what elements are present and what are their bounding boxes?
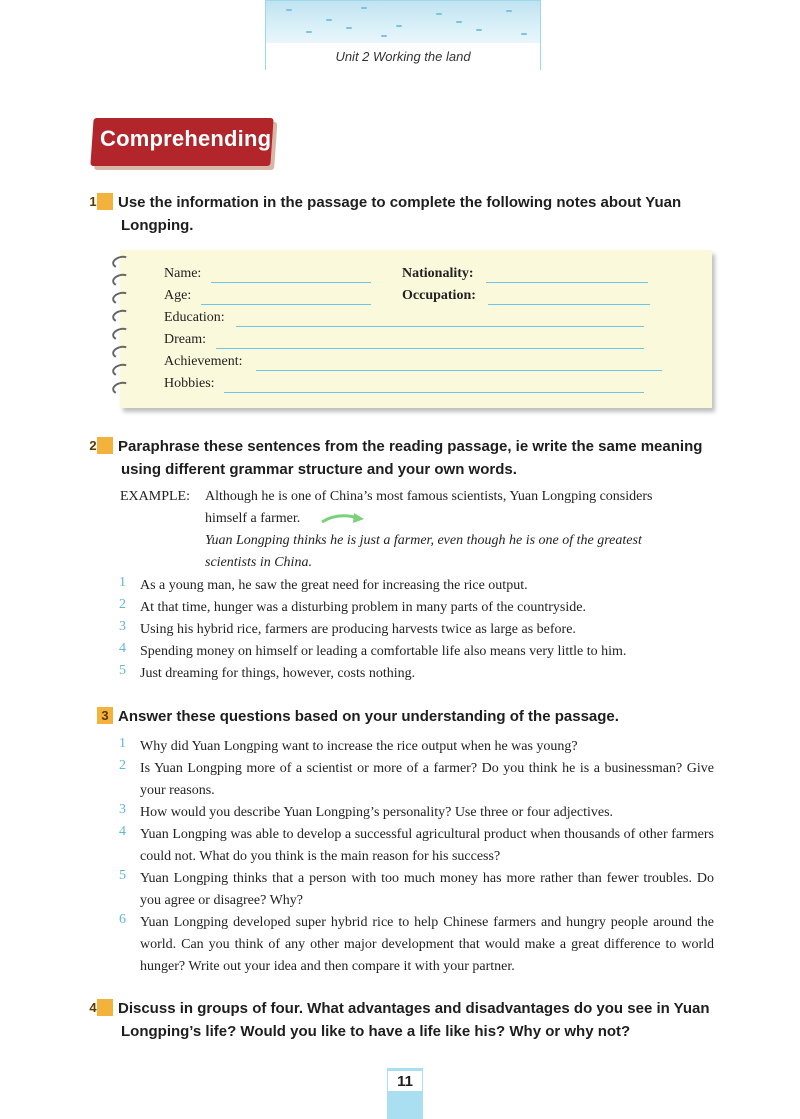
note-label-hobbies: Hobbies:: [164, 376, 215, 391]
list-item: Just dreaming for things, however, costs nothing.: [140, 666, 416, 681]
list-item: Using his hybrid rice, farmers are producing harvests twice as large as before.: [140, 622, 576, 637]
question-3-text: Answer these questions based on your understanding of the passage.: [118, 708, 619, 725]
note-label-achievement: Achievement:: [164, 354, 243, 369]
list-item: Yuan Longping developed super hybrid rice to help Chinese farmers and hungry people around the world. Can you think of any other major development that would make a great difference to world hunger? Write out your idea and then compare it with your partner.: [140, 915, 714, 974]
section-title: Comprehending: [100, 126, 272, 151]
section-banner: [92, 118, 272, 168]
header-sky-image: [266, 1, 540, 43]
page-number-tab: [387, 1068, 423, 1119]
question-2-heading: [89, 435, 741, 481]
item-number: 3: [119, 802, 126, 817]
list-item: Is Yuan Longping more of a scientist or more of a farmer? Do you think he is a businessman? Give your reasons.: [140, 761, 714, 798]
spiral-binding-icon: [112, 256, 132, 400]
answer-line-achievement[interactable]: [256, 370, 662, 371]
question-number-badge: 4: [97, 999, 113, 1016]
list-item: As a young man, he saw the great need for increasing the rice output.: [140, 578, 528, 593]
question-number-badge: 3: [97, 707, 113, 724]
item-number: 5: [119, 663, 126, 678]
question-1-text: Use the information in the passage to complete the following notes about Yuan Longping.: [118, 194, 682, 234]
answer-line-occupation[interactable]: [488, 304, 650, 305]
list-item: Why did Yuan Longping want to increase the rice output when he was young?: [140, 739, 578, 754]
item-number: 4: [119, 824, 126, 839]
question-number-badge: 1: [97, 193, 113, 210]
question-2-text: Paraphrase these sentences from the reading passage, ie write the same meaning using different grammar structure and your own words.: [118, 438, 703, 478]
item-number: 2: [119, 597, 126, 612]
example-label: EXAMPLE:: [120, 489, 190, 504]
item-number: 3: [119, 619, 126, 634]
answer-line-hobbies[interactable]: [224, 392, 644, 393]
example-answer-line2: scientists in China.: [205, 555, 312, 570]
page-number: 11: [387, 1070, 423, 1092]
note-label-age: Age:: [164, 288, 192, 303]
question-1-heading: [89, 191, 741, 237]
question-4-text: Discuss in groups of four. What advantages and disadvantages do you see in Yuan Longping’s life? Would you like to have a life like his? Why or why not?: [118, 1000, 710, 1040]
example-answer-line1: Yuan Longping thinks he is just a farmer, even though he is one of the greatest: [205, 533, 642, 548]
list-item: Yuan Longping was able to develop a successful agricultural product when thousands of other farmers could not. What do you think is the main reason for his success?: [140, 827, 714, 864]
answer-line-education[interactable]: [236, 326, 644, 327]
unit-header: [265, 0, 541, 70]
example-sentence-line2: himself a farmer.: [205, 511, 301, 526]
question-number-badge: 2: [97, 437, 113, 454]
notes-card: [120, 250, 712, 408]
item-number: 1: [119, 575, 126, 590]
list-item: Spending money on himself or leading a comfortable life also means very little to him.: [140, 644, 627, 659]
item-number: 4: [119, 641, 126, 656]
answer-line-age[interactable]: [201, 304, 371, 305]
example-sentence-line1: Although he is one of China’s most famous scientists, Yuan Longping considers: [205, 489, 653, 504]
note-label-nationality: Nationality:: [402, 266, 474, 281]
question-3-heading: [97, 705, 717, 728]
unit-title: Unit 2 Working the land: [266, 43, 540, 70]
answer-line-nationality[interactable]: [486, 282, 648, 283]
item-number: 1: [119, 736, 126, 751]
item-number: 2: [119, 758, 126, 773]
list-item: How would you describe Yuan Longping’s personality? Use three or four adjectives.: [140, 805, 614, 820]
item-number: 5: [119, 868, 126, 883]
answer-line-name[interactable]: [211, 282, 371, 283]
item-number: 6: [119, 912, 126, 927]
note-label-education: Education:: [164, 310, 225, 325]
note-label-dream: Dream:: [164, 332, 206, 347]
arrow-icon: [320, 510, 366, 526]
list-item: At that time, hunger was a disturbing problem in many parts of the countryside.: [140, 600, 586, 615]
note-label-name: Name:: [164, 266, 202, 281]
question-4-heading: [89, 997, 741, 1043]
note-label-occupation: Occupation:: [402, 288, 476, 303]
list-item: Yuan Longping thinks that a person with too much money has more rather than fewer troubles. Do you agree or disagree? Why?: [140, 871, 714, 908]
answer-line-dream[interactable]: [216, 348, 644, 349]
